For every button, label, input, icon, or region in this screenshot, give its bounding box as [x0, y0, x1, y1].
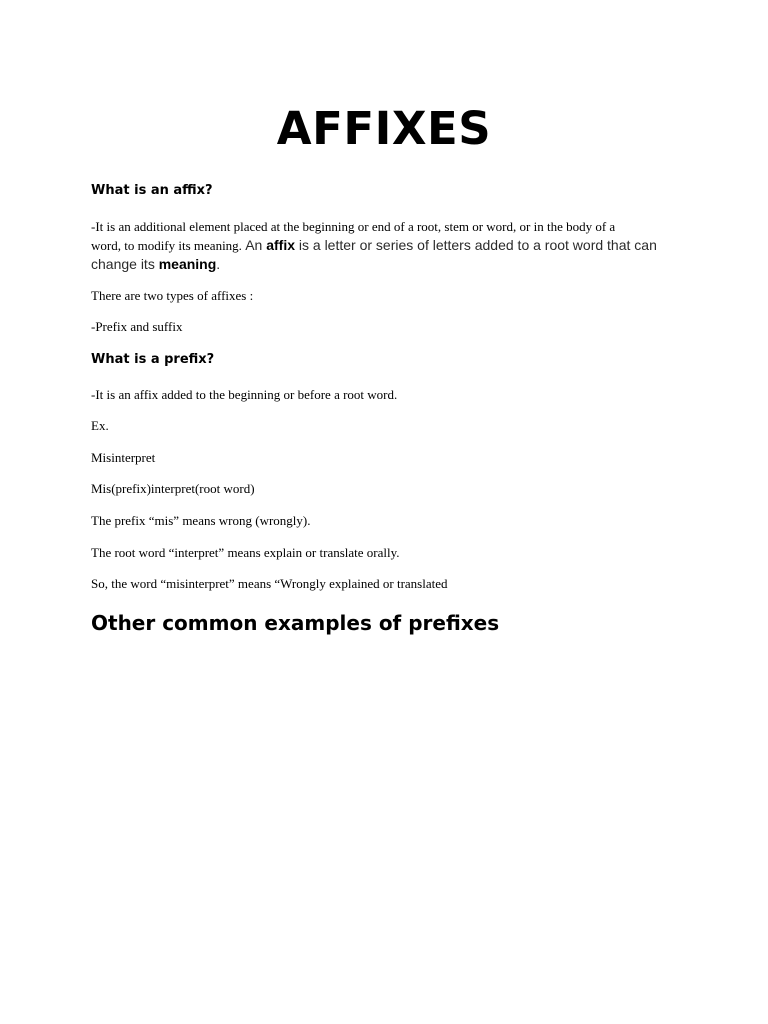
example-breakdown: Mis(prefix)interpret(root word) — [91, 481, 255, 496]
affix-definition-paragraph — [91, 217, 681, 274]
page-title: AFFIXES — [276, 102, 492, 155]
types-list-text: -Prefix and suffix — [91, 319, 183, 334]
example-root-meaning: The root word “interpret” means explain or translate orally. — [91, 545, 400, 560]
section-heading-prefix-examples: Other common examples of prefixes — [91, 611, 500, 635]
prefix-definition-text: -It is an affix added to the beginning or before a root word. — [91, 387, 398, 402]
affix-definition-text-line1: -It is an additional element placed at the beginning or end of a root, stem or word, or in the body of a — [91, 219, 616, 234]
question-heading-affix: What is an affix? — [91, 183, 213, 198]
example-word: Misinterpret — [91, 450, 156, 465]
affix-definition-text-line2: word, to modify its meaning. — [91, 238, 246, 253]
example-conclusion: So, the word “misinterpret” means “Wrongly explained or translated — [91, 576, 448, 591]
types-intro-text: There are two types of affixes : — [91, 288, 254, 303]
example-label: Ex. — [91, 418, 109, 433]
affix-definition-text-change: change its — [91, 256, 159, 272]
question-heading-prefix: What is a prefix? — [91, 352, 215, 367]
meaning-bold-term: meaning — [158, 256, 217, 272]
example-prefix-meaning: The prefix “mis” means wrong (wrongly). — [91, 513, 311, 528]
affix-definition-text-an: An — [245, 237, 267, 253]
affix-bold-term: affix — [266, 237, 295, 253]
affix-definition-text-rest: is a letter or series of letters added to a root word that can — [295, 237, 657, 253]
affix-definition-period: . — [216, 256, 221, 272]
